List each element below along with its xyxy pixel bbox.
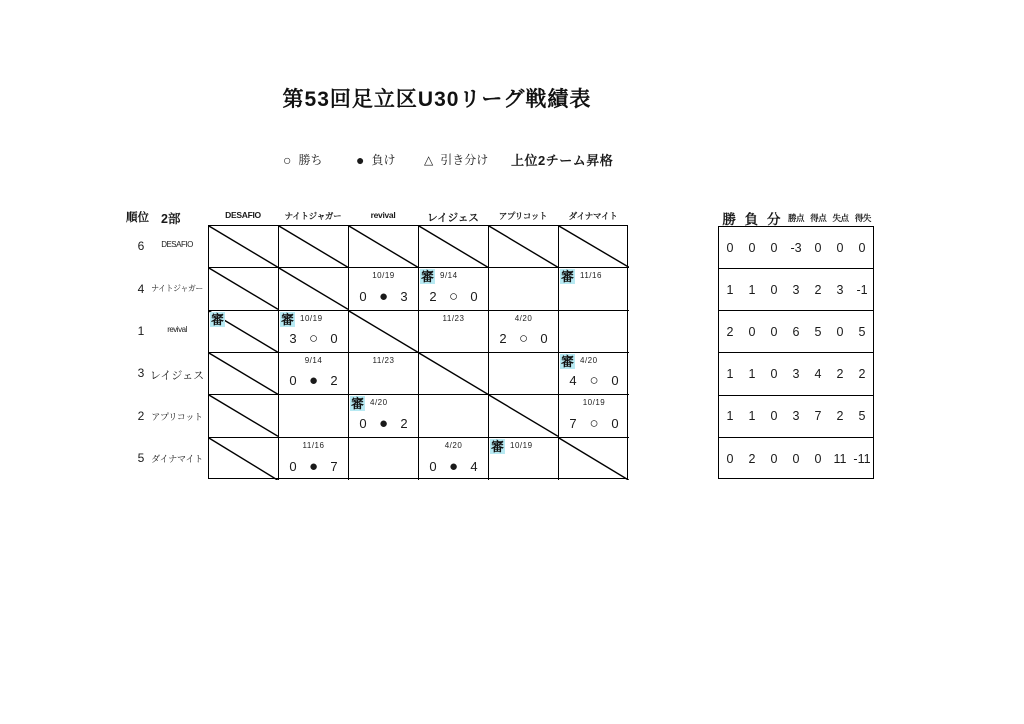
column-header-6: ダイナマイト: [568, 211, 618, 221]
column-header-4: レイジェス: [427, 212, 479, 224]
match-cell: [279, 353, 349, 395]
match-cell: [489, 268, 559, 310]
match-cell: [209, 353, 279, 395]
lose-circle-icon: ●: [356, 151, 365, 168]
standings-cell: 5: [814, 324, 822, 339]
match-cell: [419, 268, 489, 310]
rank-cell: 2: [137, 408, 145, 423]
team-name: ナイトジャガー: [151, 283, 203, 293]
diagonal-strike-icon: [209, 226, 278, 267]
standings-cell: 0: [792, 451, 800, 466]
match-cell: [559, 226, 629, 268]
match-cell: [419, 311, 489, 353]
score-right: 0: [611, 373, 619, 389]
standings-header-5: 得点: [810, 213, 827, 223]
standings-cell: 0: [814, 240, 822, 255]
standings-cell: 2: [814, 282, 822, 297]
score-left: 0: [289, 458, 297, 474]
win-circle-icon: ○: [589, 414, 599, 432]
page-title: 第53回足立区U30リーグ戦績表: [282, 88, 592, 111]
match-date: 10/19: [300, 313, 323, 323]
lose-circle-icon: ●: [308, 372, 319, 390]
lose-label: 負け: [371, 153, 396, 167]
match-cell: [559, 311, 629, 353]
score-row: [559, 373, 629, 388]
match-cell: [489, 395, 559, 437]
score-left: 0: [359, 288, 367, 304]
match-date: 4/20: [444, 440, 463, 450]
team-name: revival: [167, 324, 187, 334]
match-cell: [209, 438, 279, 480]
score-left: 0: [429, 458, 437, 474]
rank-cell: 4: [137, 281, 145, 296]
match-cell: [209, 268, 279, 310]
win-label: 勝ち: [298, 153, 323, 167]
standings-cell: 11: [833, 451, 847, 466]
referee-badge: 審: [560, 269, 574, 285]
legend-draw: [424, 151, 488, 168]
rank-header: 順位: [126, 212, 149, 224]
standings-cell: 7: [814, 409, 822, 424]
score-row: [279, 459, 348, 474]
score-row: [279, 331, 348, 346]
standings-cell: 0: [748, 324, 756, 339]
diagonal-strike-icon: [489, 395, 558, 436]
standings-cell: 1: [748, 282, 756, 297]
diagonal-strike-icon: [349, 226, 418, 267]
score-row: [559, 416, 629, 431]
diagonal-strike-icon: [419, 353, 488, 394]
diagonal-strike-icon: [279, 268, 348, 309]
diagonal-strike-icon: [209, 438, 278, 480]
standings-cell: 2: [748, 451, 756, 466]
diagonal-strike-icon: [559, 226, 629, 267]
standings-cell: 1: [726, 282, 734, 297]
match-cell: [349, 226, 419, 268]
standings-row: [719, 311, 873, 353]
standings-cell: 0: [770, 409, 778, 424]
standings-cell: 2: [726, 324, 734, 339]
match-cell: [209, 226, 279, 268]
match-cell: [209, 311, 279, 353]
rank-cell: 6: [137, 239, 145, 254]
score-left: 0: [359, 415, 367, 431]
referee-badge: 審: [280, 311, 294, 327]
standings-cell: 3: [792, 367, 800, 382]
standings-header-3: 分: [766, 212, 781, 227]
match-cell: [349, 395, 419, 437]
diagonal-strike-icon: [279, 226, 348, 267]
standings-header-7: 得失: [854, 213, 871, 223]
diagonal-strike-icon: [419, 226, 488, 267]
standings-row: [719, 396, 873, 438]
legend-win: [283, 151, 322, 168]
division-header: 2部: [161, 212, 181, 226]
standings-cell: 2: [836, 409, 844, 424]
standings-cell: 1: [726, 367, 734, 382]
rank-cell: 1: [137, 323, 145, 338]
diagonal-strike-icon: [349, 311, 418, 352]
score-row: [279, 373, 348, 388]
standings-cell: -1: [856, 282, 868, 297]
referee-badge: 審: [210, 311, 224, 327]
diagonal-strike-icon: [559, 438, 629, 480]
lose-circle-icon: ●: [448, 457, 459, 475]
win-circle-icon: ○: [448, 287, 459, 305]
column-header-1: DESAFIO: [225, 210, 261, 220]
standings-cell: 0: [770, 367, 778, 382]
match-cell: [419, 353, 489, 395]
score-right: 0: [540, 330, 548, 346]
standings-cell: 5: [858, 409, 866, 424]
score-row: [349, 416, 418, 431]
standings-cell: 0: [770, 324, 778, 339]
standings-cell: 0: [858, 240, 866, 255]
match-date: 4/20: [580, 356, 598, 365]
match-date: 11/16: [302, 440, 325, 450]
standings-cell: 0: [748, 240, 756, 255]
score-right: 7: [330, 458, 338, 474]
match-date: 9/14: [440, 271, 458, 281]
match-date: 11/16: [580, 271, 602, 281]
standings-header-6: 失点: [832, 213, 849, 223]
match-cell: [489, 226, 559, 268]
lose-circle-icon: ●: [378, 287, 389, 305]
match-cell: [419, 395, 489, 437]
match-cell: [349, 438, 419, 480]
column-header-3: revival: [370, 210, 396, 220]
match-cell: [559, 268, 629, 310]
standings-cell: 3: [836, 282, 844, 297]
match-cell: [419, 438, 489, 480]
standings-cell: 4: [814, 367, 822, 382]
win-circle-icon: ○: [308, 329, 319, 347]
match-cell: [349, 311, 419, 353]
score-row: [489, 331, 558, 346]
match-date: 11/23: [442, 313, 465, 323]
match-cell: [279, 438, 349, 480]
match-cell: [489, 311, 559, 353]
match-date: 4/20: [370, 398, 388, 408]
score-left: 0: [289, 373, 297, 389]
standings-cell: 2: [836, 367, 844, 382]
match-cell: [279, 311, 349, 353]
win-circle-icon: ○: [518, 329, 529, 347]
team-name: DESAFIO: [161, 240, 193, 250]
standings-cell: 1: [748, 367, 756, 382]
score-left: 7: [569, 415, 577, 431]
diagonal-strike-icon: [209, 268, 278, 309]
score-left: 4: [569, 373, 577, 389]
standings-header-2: 負: [744, 212, 759, 227]
team-name: ダイナマイト: [151, 453, 203, 464]
match-cell: [489, 353, 559, 395]
column-header-5: アプリコット: [498, 211, 548, 221]
standings-cell: 0: [836, 324, 844, 339]
rank-cell: 3: [137, 366, 145, 381]
match-cell: [559, 353, 629, 395]
team-name: レイジェス: [149, 370, 205, 383]
lose-circle-icon: ●: [308, 457, 319, 475]
standings-cell: 0: [770, 240, 778, 255]
standings-cell: 0: [770, 282, 778, 297]
standings-cell: -3: [790, 240, 802, 255]
score-left: 2: [429, 288, 437, 304]
referee-badge: 審: [350, 396, 364, 412]
standings-header-4: 勝点: [787, 213, 804, 223]
standings-row: [719, 354, 873, 396]
results-matrix: [208, 225, 628, 479]
lose-circle-icon: ●: [378, 414, 389, 432]
standings-cell: -11: [853, 451, 871, 466]
score-left: 2: [499, 330, 507, 346]
column-header-2: ナイトジャガー: [284, 211, 342, 221]
team-name: アプリコット: [151, 411, 203, 422]
match-cell: [349, 353, 419, 395]
promotion-note: 上位2チーム昇格: [511, 153, 614, 168]
match-date: 10/19: [510, 440, 533, 450]
match-cell: [349, 268, 419, 310]
match-cell: [559, 438, 629, 480]
diagonal-strike-icon: [489, 226, 558, 267]
standings-cell: 0: [726, 240, 734, 255]
match-cell: [419, 226, 489, 268]
standings-table: [718, 226, 874, 479]
score-right: 0: [470, 288, 478, 304]
score-row: [419, 459, 488, 474]
diagonal-strike-icon: [209, 353, 278, 394]
standings-row: [719, 227, 873, 269]
standings-cell: 0: [836, 240, 844, 255]
match-cell: [489, 438, 559, 480]
standings-cell: 5: [858, 324, 866, 339]
standings-cell: 0: [770, 451, 778, 466]
match-cell: [279, 226, 349, 268]
standings-cell: 0: [726, 451, 734, 466]
draw-label: 引き分け: [440, 153, 489, 167]
standings-cell: 0: [814, 451, 822, 466]
match-cell: [279, 395, 349, 437]
score-right: 2: [400, 415, 408, 431]
match-date: 9/14: [304, 356, 323, 365]
standings-cell: 3: [792, 282, 800, 297]
score-right: 0: [330, 330, 338, 346]
standings-cell: 1: [748, 409, 756, 424]
legend-lose: [356, 151, 395, 168]
match-cell: [559, 395, 629, 437]
win-circle-icon: ○: [283, 151, 292, 168]
referee-badge: 審: [420, 269, 434, 285]
score-right: 3: [400, 288, 408, 304]
standings-row: [719, 269, 873, 311]
standings-cell: 2: [858, 367, 866, 382]
draw-triangle-icon: △: [424, 152, 434, 167]
standings-header-1: 勝: [722, 212, 736, 227]
match-cell: [279, 268, 349, 310]
standings-cell: 1: [726, 409, 734, 424]
score-row: [419, 289, 488, 304]
standings-cell: 6: [792, 324, 800, 339]
match-date: 4/20: [514, 313, 533, 323]
score-left: 3: [289, 330, 297, 346]
score-row: [349, 289, 418, 304]
rank-cell: 5: [137, 450, 145, 465]
score-right: 4: [470, 458, 478, 474]
referee-badge: 審: [490, 438, 504, 454]
match-cell: [209, 395, 279, 437]
standings-cell: 3: [792, 409, 800, 424]
score-right: 0: [611, 415, 619, 431]
score-right: 2: [330, 373, 338, 389]
match-date: 10/19: [582, 398, 606, 408]
referee-badge: 審: [560, 354, 574, 369]
win-circle-icon: ○: [589, 372, 599, 390]
match-date: 11/23: [372, 356, 395, 365]
match-date: 10/19: [372, 271, 395, 281]
diagonal-strike-icon: [209, 395, 278, 436]
standings-row: [719, 438, 873, 480]
